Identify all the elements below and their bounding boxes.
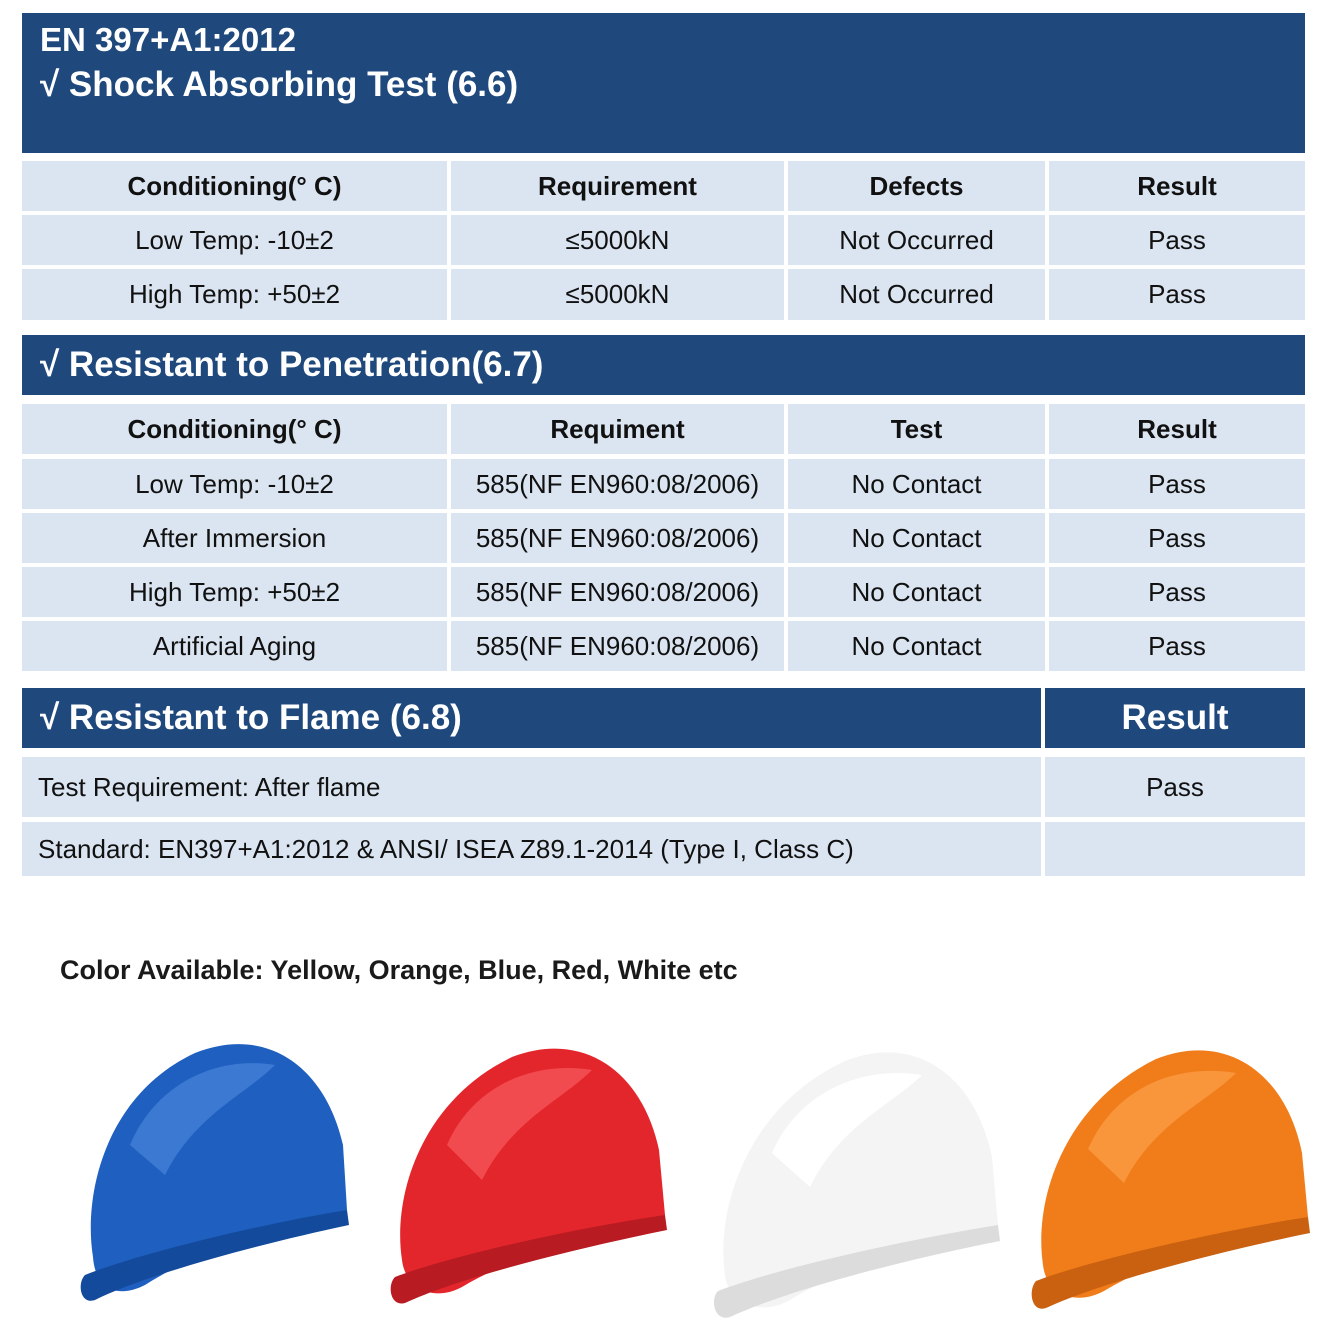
penetration-table-header-row [22, 404, 1305, 454]
table-cell: 585(NF EN960:08/2006) [451, 513, 784, 563]
table-cell: No Contact [788, 459, 1045, 509]
table-cell: Artificial Aging [22, 621, 447, 671]
header-cell: Conditioning(° C) [22, 404, 447, 454]
flame-standard: Standard: EN397+A1:2012 & ANSI/ ISEA Z89.1-2014 (Type I, Class C) [22, 822, 1041, 876]
table-cell: No Contact [788, 621, 1045, 671]
header-cell: Defects [788, 161, 1045, 211]
table-cell: Pass [1049, 459, 1305, 509]
header-cell: Requirement [451, 161, 784, 211]
standard-title: EN 397+A1:2012 [40, 21, 296, 58]
table-row [22, 621, 1305, 671]
empty-cell [1045, 822, 1305, 876]
flame-requirement-row [22, 757, 1305, 817]
table-row [22, 215, 1305, 265]
table-cell: 585(NF EN960:08/2006) [451, 567, 784, 617]
blue-helmet-image [75, 1025, 360, 1315]
header-cell: Result [1049, 404, 1305, 454]
table-row [22, 567, 1305, 617]
colors-available: Color Available: Yellow, Orange, Blue, Red, White etc [60, 955, 738, 985]
table-cell: No Contact [788, 567, 1045, 617]
flame-result: Pass [1045, 757, 1305, 817]
table-cell: 585(NF EN960:08/2006) [451, 621, 784, 671]
table-cell: Pass [1049, 567, 1305, 617]
table-cell: ≤5000kN [451, 215, 784, 265]
penetration-header [22, 335, 1305, 395]
white-helmet-image [710, 1025, 1010, 1335]
table-cell: Pass [1049, 513, 1305, 563]
table-row [22, 459, 1305, 509]
flame-header [22, 688, 1041, 748]
flame-result-header [1045, 688, 1305, 748]
table-cell: Low Temp: -10±2 [22, 459, 447, 509]
table-cell: Pass [1049, 215, 1305, 265]
table-cell: Pass [1049, 269, 1305, 320]
table-cell: ≤5000kN [451, 269, 784, 320]
header-cell: Requiment [451, 404, 784, 454]
flame-result-header-label: Result [1121, 698, 1229, 737]
shock-test-header [22, 13, 1305, 153]
table-cell: Not Occurred [788, 269, 1045, 320]
table-cell: High Temp: +50±2 [22, 269, 447, 320]
flame-standard-row [22, 822, 1305, 876]
table-cell: No Contact [788, 513, 1045, 563]
table-row [22, 269, 1305, 320]
shock-test-title: √ Shock Absorbing Test (6.6) [40, 65, 519, 104]
orange-helmet-image [1028, 1025, 1318, 1325]
table-row [22, 513, 1305, 563]
penetration-title: √ Resistant to Penetration(6.7) [40, 345, 544, 384]
table-cell: Pass [1049, 621, 1305, 671]
header-cell: Conditioning(° C) [22, 161, 447, 211]
red-helmet-image [387, 1025, 677, 1315]
flame-requirement: Test Requirement: After flame [22, 757, 1041, 817]
table-cell: Not Occurred [788, 215, 1045, 265]
header-cell: Result [1049, 161, 1305, 211]
header-cell: Test [788, 404, 1045, 454]
table-cell: After Immersion [22, 513, 447, 563]
table-cell: High Temp: +50±2 [22, 567, 447, 617]
shock-table-header-row [22, 161, 1305, 211]
table-cell: Low Temp: -10±2 [22, 215, 447, 265]
flame-title: √ Resistant to Flame (6.8) [40, 698, 462, 737]
table-cell: 585(NF EN960:08/2006) [451, 459, 784, 509]
